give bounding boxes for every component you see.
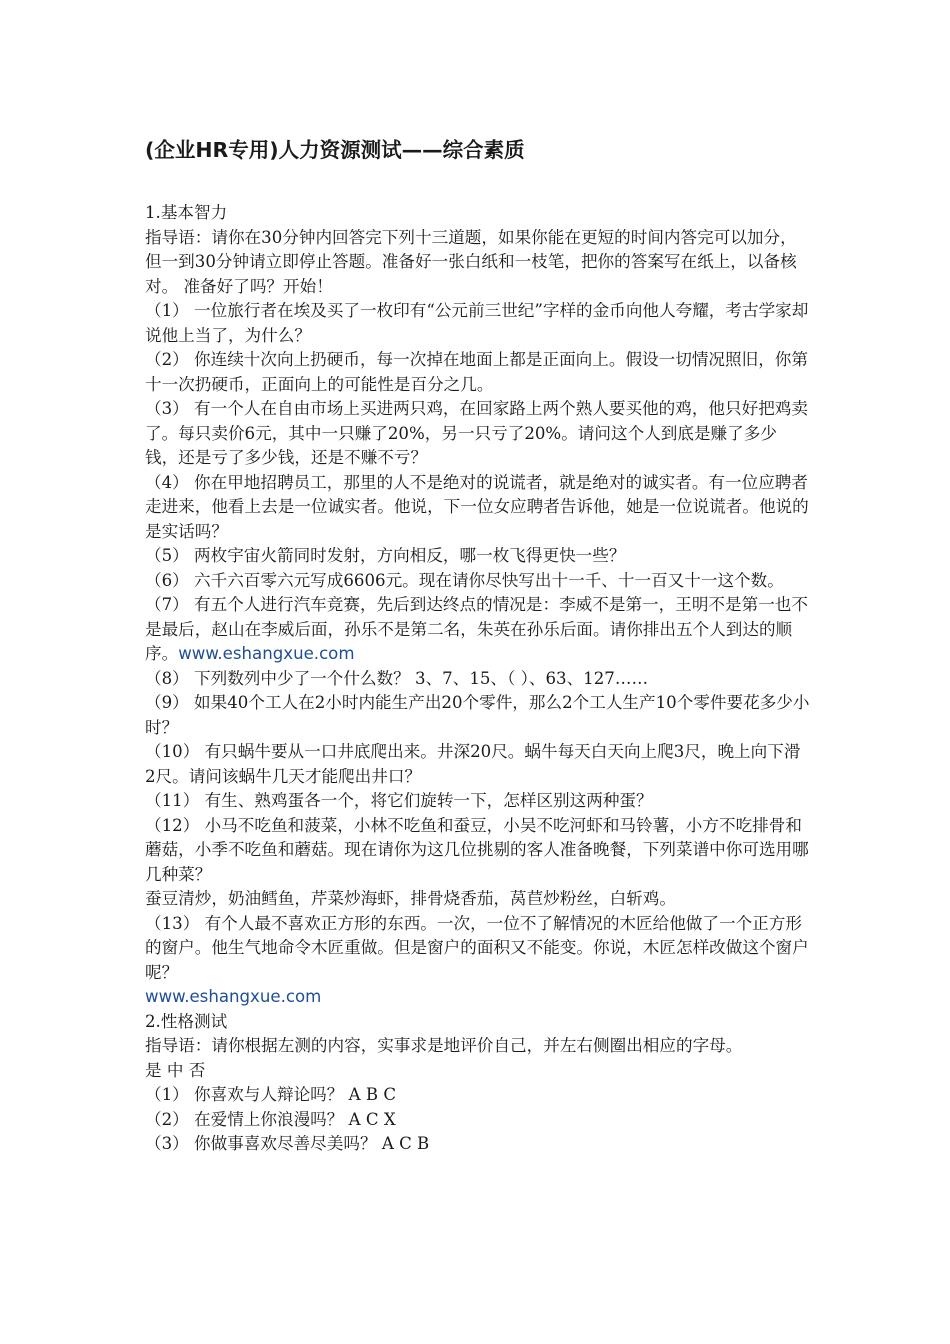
section-heading-intelligence: 1.基本智力 [145,203,228,222]
question-4: （4） 你在甲地招聘员工，那里的人不是绝对的说谎者，就是绝对的诚实者。有一位应聘者走进来，他看上去是一位诚实者。他说，下一位女应聘者告诉他，她是一位说谎者。他说的是实话吗？ [145,472,809,541]
question-13: （13） 有个人最不喜欢正方形的东西。一次，一位不了解情况的木匠给他做了一个正方形的窗户。他生气地命令木匠重做。但是窗户的面积又不能变。你说，木匠怎样改做这个窗户呢？ [145,913,809,982]
personality-item-2: （2） 在爱情上你浪漫吗？ A C X [145,1109,396,1129]
section-heading-personality: 2.性格测试 [145,1011,228,1031]
section-intro: 指导语：请你根据左测的内容，实事求是地评价自己，并左右侧圈出相应的字母。 [145,1036,743,1055]
answer-scale: 是 中 否 [145,1060,206,1080]
document-title: (企业HR专用)人力资源测试——综合素质 [145,138,525,162]
website-link[interactable]: www.eshangxue.com [145,987,322,1006]
question-3: （3） 有一个人在自由市场上买进两只鸡，在回家路上两个熟人要买他的鸡，他只好把鸡卖了。每只卖价6元，其中一只赚了20%，另一只亏了20%。请问这个人到底是赚了多少钱，还是亏了多少钱，还是不赚不亏？ [145,399,808,467]
question-12-menu: 蚕豆清炒，奶油鳕鱼，芹菜炒海虾，排骨烧香茄，莴苣炒粉丝，白斩鸡。 [145,889,676,908]
question-7 [145,593,810,667]
question-2: （2） 你连续十次向上扔硬币，每一次掉在地面上都是正面向上。假设一切情况照旧，你第十一次扔硬币，正面向上的可能性是百分之几。 [145,350,808,394]
question-10: （10） 有只蜗牛要从一口井底爬出来。井深20尺。蜗牛每天白天向上爬3尺，晚上向下滑2尺。请问该蜗牛几天才能爬出井口？ [145,742,801,786]
question-1: （1） 一位旅行者在埃及买了一枚印有“公元前三世纪”字样的金币向他人夸耀，考古学家却说他上当了，为什么？ [145,301,809,345]
question-5: （5） 两枚宇宙火箭同时发射，方向相反，哪一枚飞得更快一些？ [145,546,626,565]
personality-item-1: （1） 你喜欢与人辩论吗？ A B C [145,1085,397,1104]
question-12: （12） 小马不吃鱼和菠菜，小林不吃鱼和蚕豆，小吴不吃河虾和马铃薯，小方不吃排骨和蘑菇，小季不吃鱼和蘑菇。现在请你为这几位挑剔的客人准备晚餐，下列菜谱中你可选用哪几种菜？ [145,815,809,884]
personality-item-3: （3） 你做事喜欢尽善尽美吗？ A C B [145,1134,430,1153]
document-body [145,201,810,1157]
inline-website-link[interactable]: www.eshangxue.com [178,644,355,663]
question-9: （9） 如果40个工人在2小时内能生产出20个零件，那么2个工人生产10个零件要花多少小时？ [145,693,810,737]
question-6: （6） 六千六百零六元写成6606元。现在请你尽快写出十一千、十一百又十一这个数。 [145,570,784,590]
question-7-text: （7） 有五个人进行汽车竞赛，先后到达终点的情况是：李威不是第一，王明不是第一也不是最后，赵山在李威后面，孙乐不是第二名，朱英在孙乐后面。请你排出五个人到达的顺序。 [145,595,808,663]
question-8: （8） 下列数列中少了一个什么数？ 3、7、15、（ ）、63、127…… [145,668,649,688]
section-intro: 指导语：请你在30分钟内回答完下列十三道题，如果你能在更短的时间内答完可以加分，但一到30分钟请立即停止答题。准备好一张白纸和一枝笔，把你的答案写在纸上，以备核对。 准备好了吗？开始！ [145,227,797,296]
question-11: （11） 有生、熟鸡蛋各一个，将它们旋转一下，怎样区别这两种蛋？ [145,791,653,810]
